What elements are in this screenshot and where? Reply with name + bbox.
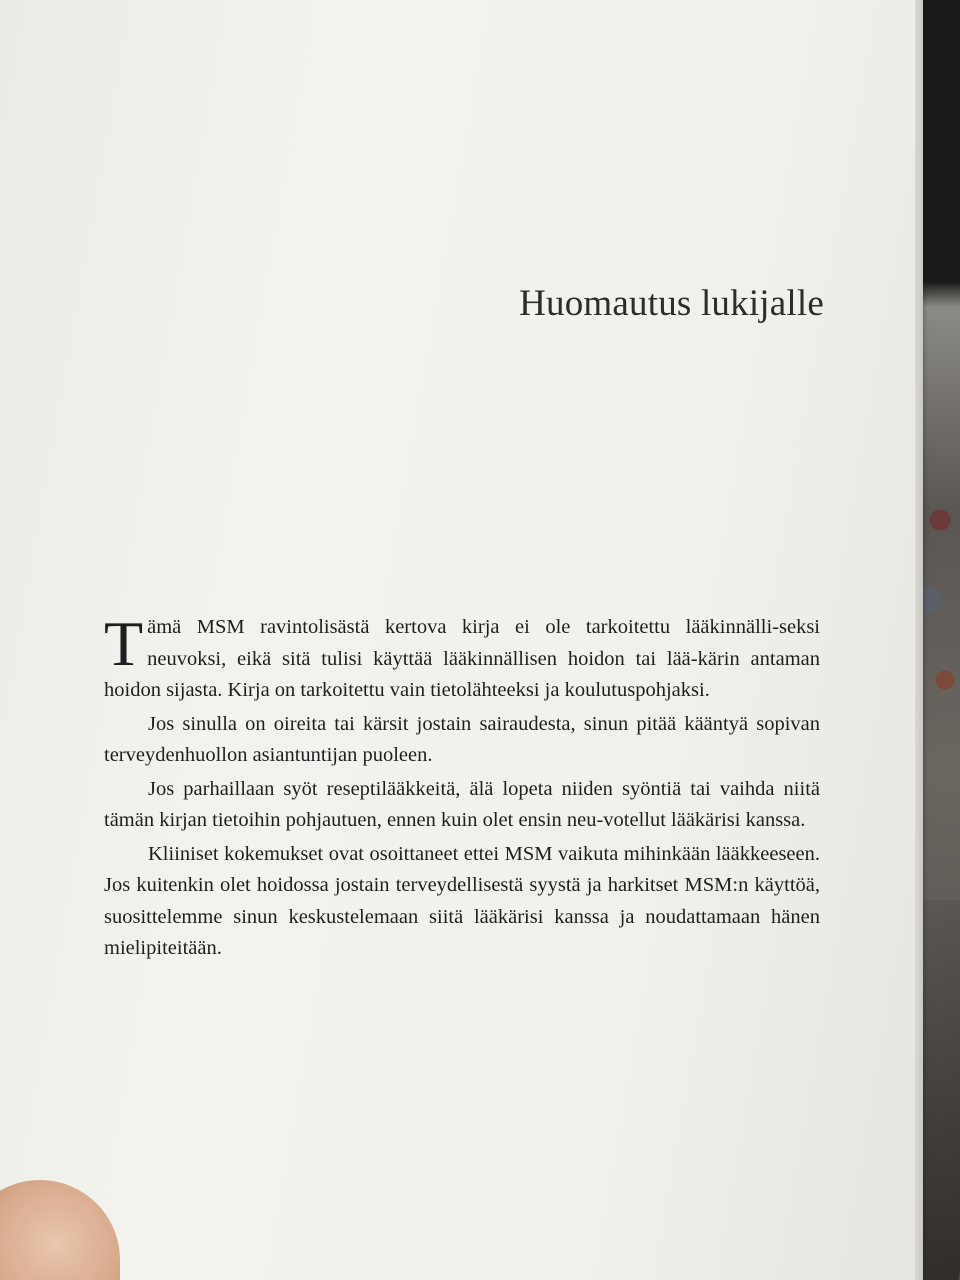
- paragraph-4: Kliiniset kokemukset ovat osoittaneet ettei MSM vaikuta mihinkään lääkkeeseen. Jos kuitenkin olet hoidossa jostain terveydellisestä syystä ja harkitset MSM:n käyttöä, suosittelemme sinun keskustelemaan siitä lääkärisi kanssa ja noudattamaan hänen mielipiteitään.: [104, 842, 820, 959]
- drop-cap: T: [104, 608, 144, 679]
- page-title: Huomautus lukijalle: [519, 283, 824, 324]
- body-text: [104, 608, 820, 965]
- page-edge: [915, 0, 923, 1280]
- paragraph-1: [104, 608, 820, 707]
- paragraph-3: Jos parhaillaan syöt reseptilääkkeitä, älä lopeta niiden syöntiä tai vaihda niitä tämän kirjan tietoihin pohjautuen, ennen kuin olet ensin neu-votellut lääkärisi kanssa.: [104, 777, 820, 831]
- paragraph-2: Jos sinulla on oireita tai kärsit jostain sairaudesta, sinun pitää kääntyä sopivan terveydenhuollon asiantuntijan puoleen.: [104, 712, 820, 766]
- paragraph-1-text: ämä MSM ravintolisästä kertova kirja ei ole tarkoitettu lääkinnälli-seksi neuvoksi, eikä sitä tulisi käyttää lääkinnällisen hoidon tai lää-kärin antaman hoidon sijasta. Kirja on tarkoitettu vain tietolähteeksi ja koulutuspohjaksi.: [104, 616, 820, 701]
